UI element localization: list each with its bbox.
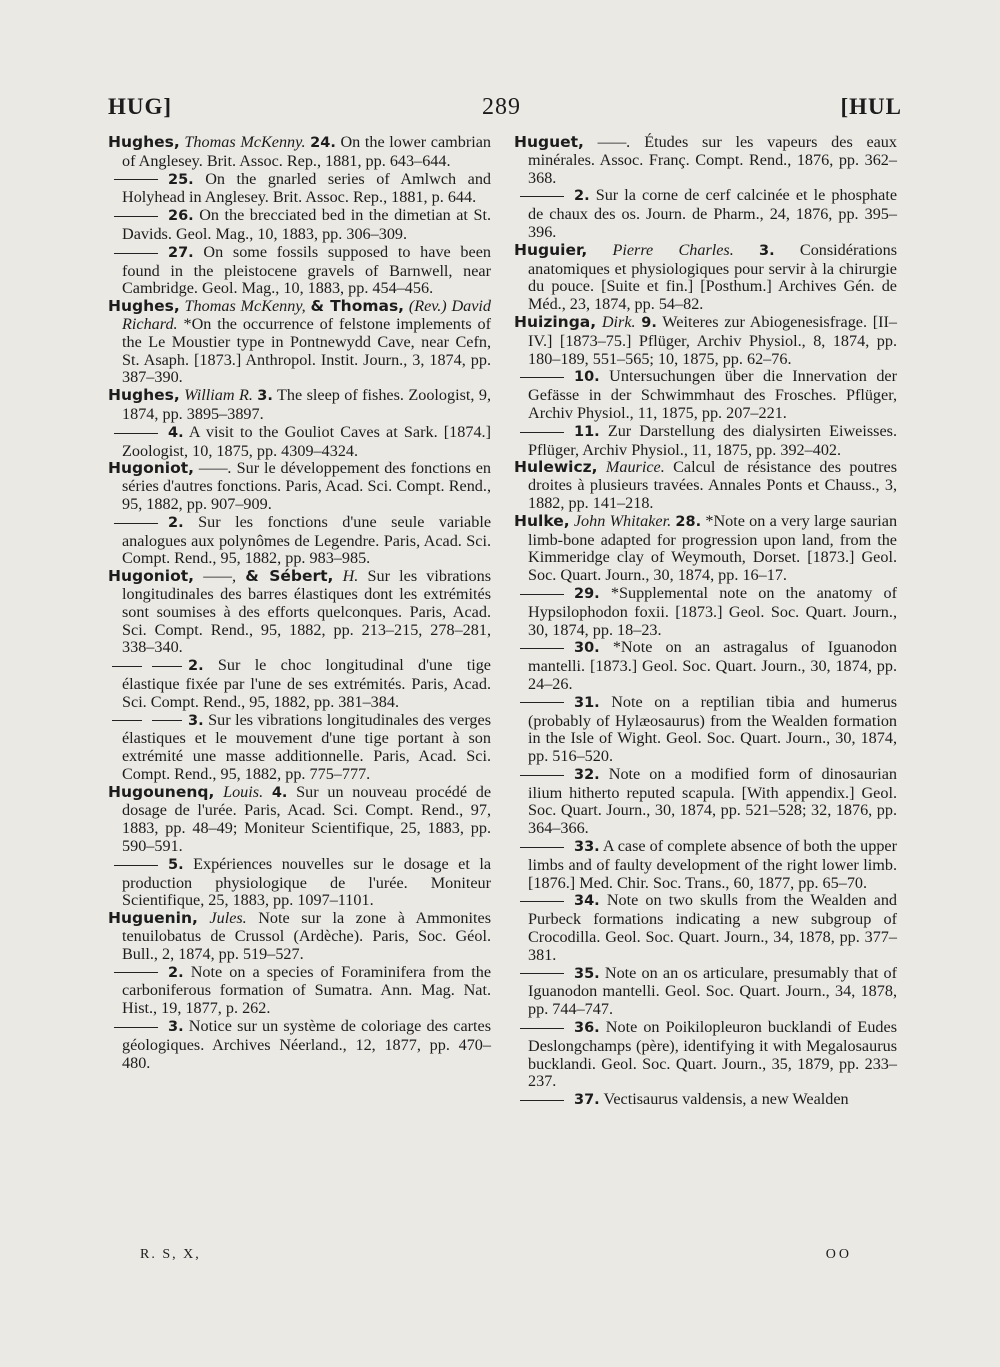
entry-text: Notice sur un système de coloriage des cartes géologiques. Archives Néerland., 12, 1877, pp. 470–480.: [122, 1017, 492, 1072]
entry-number: 2.: [168, 514, 184, 531]
bibliography-entry: [108, 387, 491, 424]
entry-text: The sleep of fishes. Zoologist, 9, 1874, pp. 3895–3897.: [122, 386, 491, 423]
bibliography-entry: [108, 460, 491, 513]
bibliography-entry: [514, 242, 897, 314]
entry-text: Sur le choc longitudinal d'une tige élastique fixée par l'une de ses extrémités. Paris, Acad. Sci. Compt. Rend., 95, 1882, pp. 381–384.: [122, 656, 491, 711]
ditto-dash: [112, 720, 142, 721]
entry-text: A visit to the Gouliot Caves at Sark. [1874.] Zoologist, 10, 1875, pp. 4309–4324.: [122, 422, 491, 460]
entry-number: 4.: [271, 784, 288, 801]
entry-number: 33.: [574, 839, 600, 856]
bibliography-entry: [514, 368, 897, 422]
author-surname: Hugounenq,: [108, 782, 215, 801]
entry-text: Sur les vibrations longitudinales des verges élastiques et le mouvement d'une tige portant à son extrémité une masse additionnelle. Paris, Acad. Sci. Compt. Rend., 95, 1882, pp. 775–777.: [122, 710, 492, 783]
bibliography-entry: [108, 657, 491, 711]
entry-text: Weiteres zur Abiogenesisfrage. [II–IV.] [1873–75.] Pflüger, Archiv Physiol., 8, 1874, pp. 180–189, 551–565; 10, 1875, pp. 62–76.: [528, 312, 897, 368]
entry-number: 29.: [574, 585, 600, 602]
author-surname: Hughes,: [108, 133, 180, 151]
ditto-dash: [520, 196, 564, 197]
entry-text: Sur la corne de cerf calcinée et le phosphate de chaux des os. Journ. de Pharm., 24, 1876, pp. 395–396.: [528, 186, 897, 241]
ditto-dash: [114, 972, 158, 973]
footer-sheet-mark: OO: [825, 1247, 852, 1262]
bibliography-entry: [514, 1019, 897, 1091]
bibliography-entry: [514, 694, 897, 766]
entry-number: 32.: [574, 766, 600, 783]
author-surname: Hulewicz,: [514, 458, 598, 477]
ditto-dash: [152, 666, 182, 667]
ditto-dash: [114, 523, 158, 524]
entry-number: 2.: [574, 188, 590, 205]
bibliography-entry: [108, 298, 491, 387]
bibliography-entry: [108, 514, 491, 568]
entry-text: *On the occurrence of felstone implements of the Le Moustier type in Pontnewydd Cave, near Cefn, St. Asaph. [1873.] Anthropol. Instit. Journ., 3, 1874, pp. 387–390.: [122, 314, 491, 387]
bibliography-entry: [514, 459, 897, 512]
entry-text: Zur Darstellung des dialysirten Eiweisses. Pflüger, Archiv Physiol., 11, 1875, pp. 392–402.: [528, 421, 897, 459]
entry-number: 36.: [574, 1020, 600, 1037]
ditto-dash: [114, 433, 158, 434]
ditto-dash: [520, 847, 564, 848]
entry-text: On some fossils supposed to have been found in the pleistocene gravels of Barnwell, near Cambridge. Geol. Mag., 10, 1883, pp. 454–456.: [122, 242, 491, 298]
entry-text: Sur les fonctions d'une seule variable analogues aux polynômes de Legendre. Paris, Acad. Sci. Compt. Rend., 95, 1882, pp. 983–985.: [122, 512, 491, 568]
coauthor-forename: (Rev.) David Richard.: [122, 297, 492, 333]
ditto-dash: [520, 648, 564, 649]
ditto-dash: [114, 865, 158, 866]
entry-text: Note on a modified form of dinosaurian ilium hitherto reputed scapula. [With appendix.] Geol. Soc. Quart. Journ., 30, 1874, pp. 521–528; 32, 1876, pp. 364–366.: [528, 764, 897, 838]
bibliography-entry: [108, 712, 491, 784]
entry-text: Note on an os articulare, presumably that of Iguanodon mantelli. Geol. Soc. Quart. Journ., 34, 1878, pp. 744–747.: [528, 963, 898, 1019]
author-surname: Hughes,: [108, 386, 180, 405]
entry-number: 2.: [188, 658, 204, 675]
bibliography-entry: [514, 892, 897, 964]
author-surname: Huizinga,: [514, 312, 597, 331]
author-surname: Huguet,: [514, 133, 584, 151]
entry-text: On the gnarled series of Amlwch and Holyhead in Anglesey. Brit. Assoc. Rep., 1881, p. 644.: [122, 169, 492, 207]
ditto-dash: [114, 179, 158, 180]
entry-number: 27.: [168, 244, 194, 261]
entry-number: 25.: [168, 171, 194, 188]
author-surname: Huguenin,: [108, 909, 198, 928]
entry-number: 4.: [168, 424, 184, 441]
entry-number: 3.: [168, 1019, 184, 1036]
bibliography-entry: [514, 766, 897, 838]
author-forename: ——.: [597, 133, 631, 151]
right-column: [514, 134, 897, 1110]
author-surname: Hughes,: [108, 297, 180, 316]
bibliography-entry: [514, 513, 897, 585]
bibliography-entry: [108, 207, 491, 244]
ditto-dash: [114, 216, 158, 217]
author-forename: John Whitaker.: [573, 511, 672, 530]
entry-number: 34.: [574, 893, 600, 910]
ditto-dash: [114, 253, 158, 254]
bibliography-entry: [514, 314, 897, 368]
bibliography-entry: [108, 424, 491, 461]
author-forename: Dirk.: [601, 312, 636, 331]
ditto-dash: [520, 594, 564, 595]
bibliography-entry: [108, 244, 491, 298]
entry-number: 11.: [574, 423, 600, 440]
entry-text: Untersuchungen über die Innervation der Gefässe in der Schwimmhaut des Frosches. Pflüger, Archiv Physiol., 11, 1875, pp. 207–221.: [528, 367, 897, 422]
ditto-dash: [112, 666, 142, 667]
entry-text: *Note on a very large saurian limb-bone adapted for progression upon land, from the Kimmeridge clay of Weymouth, Dorset. [1873.] Geol. Soc. Quart. Journ., 30, 1874, pp. 16–17.: [528, 511, 898, 585]
entry-text: Note on two skulls from the Wealden and Purbeck formations indicating a new subgroup of Crocodilla. Geol. Soc. Quart. Journ., 34, 1878, pp. 377–381.: [528, 891, 898, 964]
author-surname: Hugoniot,: [108, 567, 195, 586]
entry-number: 31.: [574, 694, 600, 711]
entry-text: Sur un nouveau procédé de dosage de l'urée. Paris, Acad. Sci. Compt. Rend., 97, 1883, pp. 48–49; Moniteur Scientifique, 25, 1883, pp. 590–591.: [122, 782, 492, 856]
bibliography-entry: [514, 965, 897, 1019]
bibliography-entry: [514, 187, 897, 241]
bibliography-entry: [514, 639, 897, 693]
entry-text: Sur les vibrations longitudinales des barres élastiques dont les extrémités sont soumises à des efforts quelconques. Paris, Acad. Sci. Compt. Rend., 95, 1882, pp. 213–215, 278–281, 338–340.: [122, 567, 492, 657]
author-forename: Maurice.: [605, 458, 665, 477]
header-left-guide: HUG]: [108, 94, 173, 119]
entry-number: 30.: [574, 640, 600, 657]
bibliography-entry: [108, 784, 491, 856]
ditto-dash: [520, 1100, 564, 1101]
entry-number: 26.: [168, 208, 194, 225]
entry-text: A case of complete absence of both the upper limbs and of faulty development of the right lower limb. [1876.] Med. Chir. Soc. Trans., 60, 1877, pp. 65–70.: [528, 837, 898, 892]
entry-text: On the brecciated bed in the dimetian at St. Davids. Geol. Mag., 10, 1883, pp. 306–309.: [122, 206, 491, 243]
bibliography-entry: [108, 171, 491, 208]
bibliography-entry: [514, 838, 897, 892]
entry-number: 37.: [574, 1092, 600, 1109]
entry-text: On the lower cambrian of Anglesey. Brit. Assoc. Rep., 1881, pp. 643–644.: [122, 133, 492, 170]
entry-text: Note on a species of Foraminifera from the carboniferous formation of Sumatra. Ann. Mag. Nat. Hist., 19, 1877, p. 262.: [122, 962, 492, 1018]
ditto-dash: [520, 973, 564, 974]
ditto-dash: [520, 1028, 564, 1029]
entry-text: Sur le développement des fonctions en séries d'autres fonctions. Paris, Acad. Sci. Compt. Rend., 95, 1882, pp. 907–909.: [122, 459, 492, 513]
header-right-guide: [HUL: [840, 94, 902, 119]
entry-text: Note on Poikilopleuron bucklandi of Eudes Deslongchamps (père), identifying it with Megalosaurus bucklandi. Geol. Soc. Quart. Journ., 35, 1879, pp. 233–237.: [528, 1018, 897, 1091]
entry-text: *Supplemental note on the anatomy of Hypsilophodon foxii. [1873.] Geol. Soc. Quart. Journ., 30, 1874, pp. 18–23.: [528, 583, 898, 639]
entry-text: Note sur la zone à Ammonites tenuilobatus de Crussol (Ardèche). Paris, Soc. Géol. Bull., 2, 1874, pp. 519–527.: [122, 909, 492, 963]
entry-text: *Note on an astragalus of Iguanodon mantelli. [1873.] Geol. Soc. Quart. Journ., 30, 1874, pp. 24–26.: [528, 638, 897, 693]
page-number: 289: [482, 94, 521, 120]
author-forename: William R.: [184, 386, 253, 405]
author-surname: Hulke,: [514, 511, 570, 530]
coauthor-surname: & Sébert,: [245, 567, 334, 586]
author-surname: Huguier,: [514, 240, 588, 259]
author-forename: ——.: [198, 459, 232, 478]
entry-number: 9.: [641, 314, 657, 331]
footer-signature: R. S, X,: [140, 1247, 201, 1262]
author-forename: Jules.: [209, 909, 247, 928]
bibliography-entry: [514, 585, 897, 639]
ditto-dash: [152, 720, 182, 721]
bibliography-entry: [108, 910, 491, 963]
bibliography-entry: [108, 568, 491, 657]
entry-text: Expériences nouvelles sur le dosage et la production physiologique de l'urée. Moniteur Scientifique, 25, 1883, pp. 1097–1101.: [122, 854, 491, 910]
author-surname: Hugoniot,: [108, 459, 195, 478]
entry-number: 2.: [168, 964, 184, 981]
bibliography-entry: [514, 134, 897, 187]
ditto-dash: [520, 702, 564, 703]
bibliography-entry: [108, 1018, 491, 1072]
entry-number: 28.: [675, 513, 702, 530]
ditto-dash: [520, 901, 564, 902]
ditto-dash: [520, 377, 564, 378]
entry-number: 24.: [310, 135, 336, 151]
entry-text: Calcul de résistance des poutres droites à plusieurs travées. Annales Ponts et Chauss., 3, 1882, pp. 141–218.: [528, 458, 897, 512]
entry-text: Note on a reptilian tibia and humerus (probably of Hylæosaurus) from the Wealden formation in the Isle of Wight. Geol. Soc. Quart. Journ., 30, 1874, pp. 516–520.: [528, 692, 898, 766]
left-column: [108, 134, 491, 1072]
entry-number: 3.: [759, 242, 775, 259]
ditto-dash: [520, 432, 564, 433]
coauthor-surname: & Thomas,: [310, 297, 405, 316]
author-forename: Thomas McKenny,: [184, 297, 306, 316]
ditto-dash: [520, 775, 564, 776]
bibliography-entry: [514, 423, 897, 460]
entry-number: 3.: [188, 712, 204, 729]
entry-number: 5.: [168, 856, 184, 873]
bibliography-entry: [108, 964, 491, 1018]
author-forename: Thomas McKenny.: [184, 133, 306, 151]
entry-text: Vectisaurus valdensis, a new Wealden: [603, 1090, 849, 1109]
entry-number: 3.: [257, 388, 273, 405]
author-forename: Pierre Charles.: [612, 240, 734, 259]
bibliography-entry: [108, 134, 491, 171]
entry-text: Études sur les vapeurs des eaux minérales. Assoc. Franç. Compt. Rend., 1876, pp. 362–368.: [528, 133, 897, 187]
coauthor-forename: H.: [342, 567, 359, 586]
author-forename: ——,: [203, 567, 237, 586]
ditto-dash: [114, 1027, 158, 1028]
bibliography-entry: [108, 856, 491, 910]
bibliography-entry: [514, 1091, 897, 1110]
author-forename: Louis.: [223, 782, 264, 801]
entry-number: 10.: [574, 369, 600, 386]
entry-text: Considérations anatomiques et physiologiques pour servir à la chirurgie du pouce. [Suite et fin.] [Posthum.] Archives Gén. de Méd., 23, 1874, pp. 54–82.: [528, 240, 898, 314]
entry-number: 35.: [574, 965, 600, 982]
